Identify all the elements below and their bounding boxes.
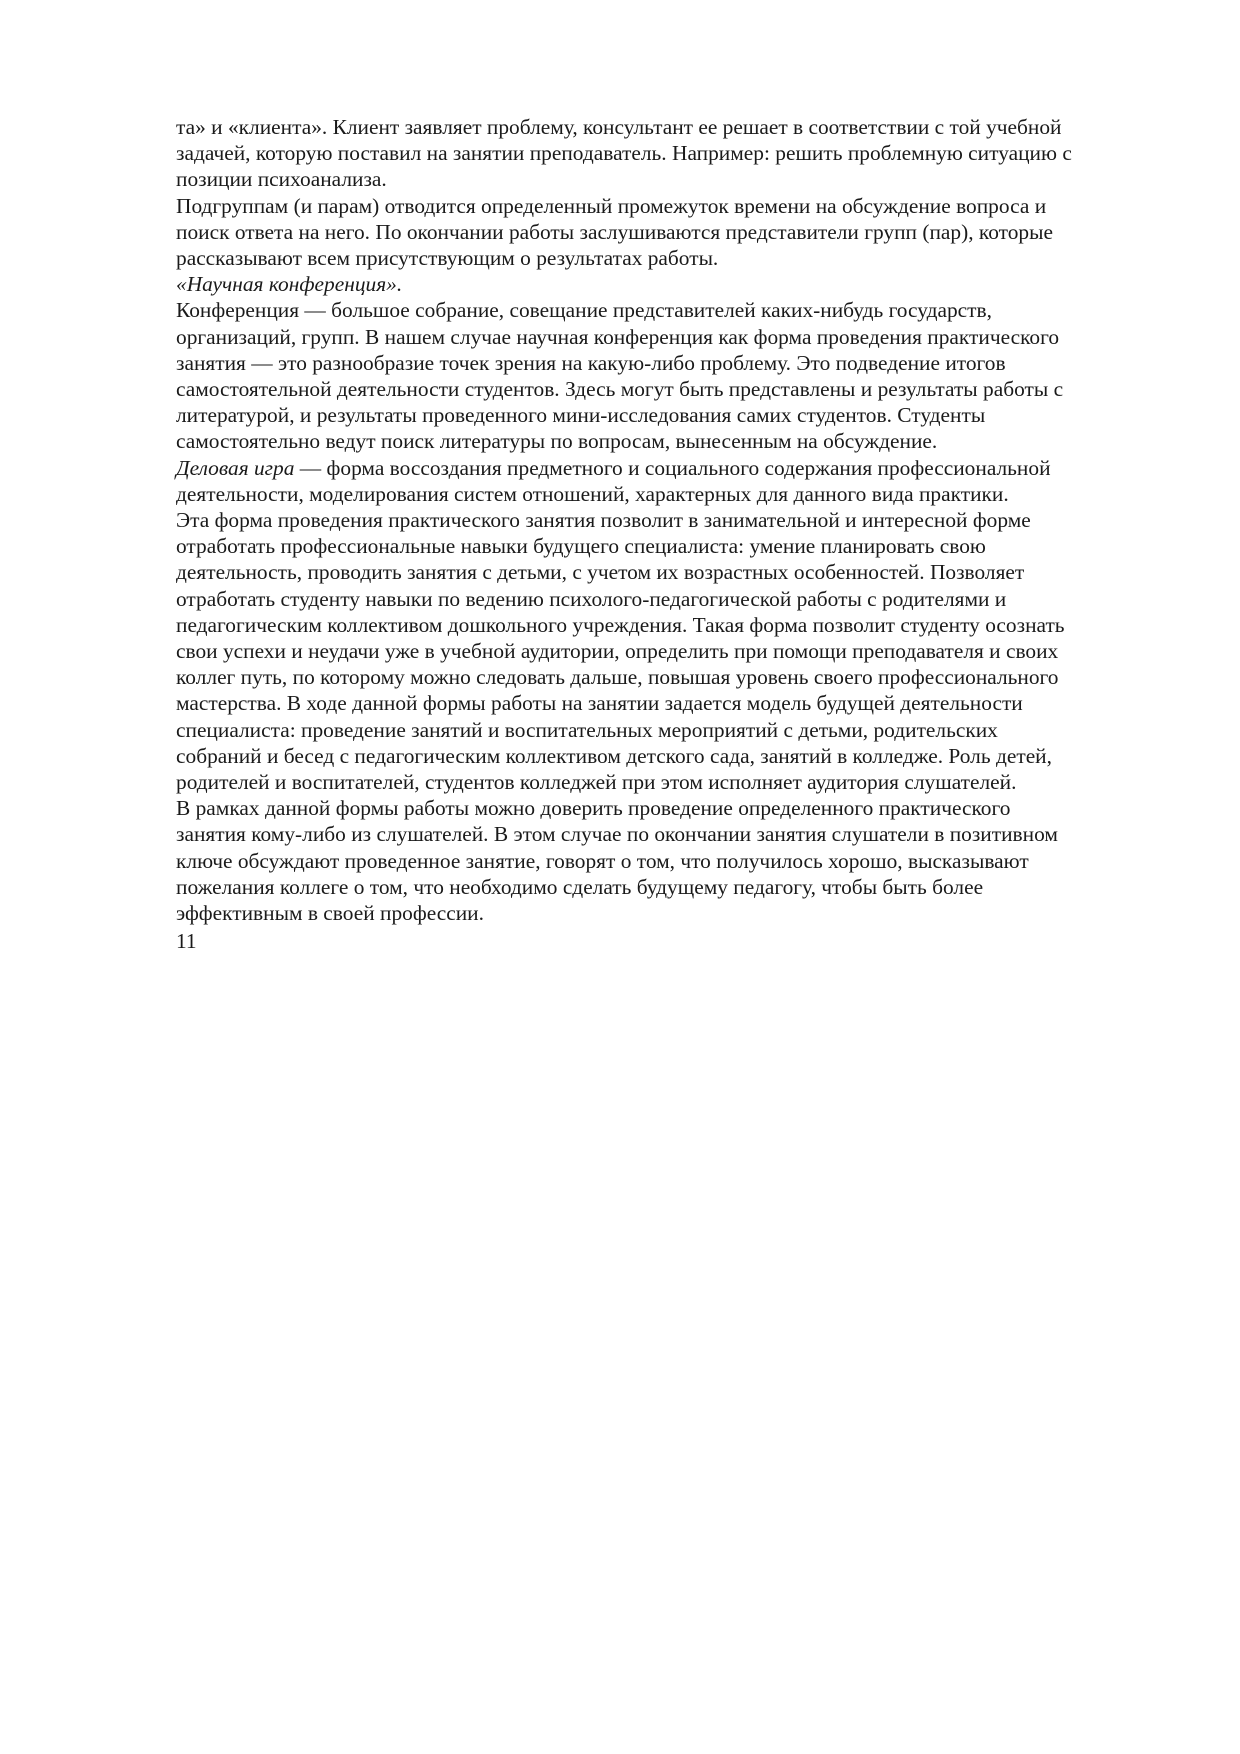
text-line: [176, 664, 1166, 690]
line-text: деятельности, моделирования систем отношений, характерных для данного вида практики.: [176, 481, 1009, 506]
text-line: [176, 769, 1166, 795]
line-text: организаций, групп. В нашем случае научная конференция как форма проведения практического: [176, 324, 1060, 349]
line-text: эффективным в своей профессии.: [176, 901, 484, 926]
text-line: [176, 507, 1166, 533]
text-line: [176, 717, 1166, 743]
text-line: [176, 586, 1166, 612]
text-line: [176, 245, 1166, 271]
italic-term: Деловая игра: [176, 455, 295, 480]
line-text: коллег путь, по которому можно следовать дальше, повышая уровень своего профессионального: [176, 665, 1059, 690]
line-text: самостоятельно ведут поиск литературы по вопросам, вынесенным на обсуждение.: [176, 429, 938, 454]
text-line: [176, 533, 1166, 559]
text-line: [176, 638, 1166, 664]
line-text: Конференция — большое собрание, совещание представителей каких-нибудь государств,: [176, 298, 992, 323]
line-text: собраний и бесед с педагогическим коллективом детского сада, занятий в колледже. Роль детей,: [176, 743, 1052, 768]
italic-term: «Научная конференция».: [176, 272, 403, 297]
text-line: [176, 428, 1166, 454]
line-text: деятельность, проводить занятия с детьми, с учетом их возрастных особенностей. Позволяет: [176, 560, 1025, 585]
text-line: [176, 140, 1166, 166]
line-text: та» и «клиента». Клиент заявляет проблему, консультант ее решает в соответствии с той учебной: [176, 115, 1062, 139]
line-text: отработать студенту навыки по ведению психолого-педагогической работы с родителями и: [176, 586, 1007, 611]
text-line: [176, 219, 1166, 245]
text-line: [176, 874, 1166, 900]
text-line: [176, 481, 1166, 507]
line-text: педагогическим коллективом дошкольного учреждения. Такая форма позволит студенту осознать: [176, 612, 1065, 637]
line-text: специалиста: проведение занятий и воспитательных мероприятий с детьми, родительских: [176, 717, 998, 742]
text-line: [176, 455, 1166, 481]
text-line: [176, 324, 1166, 350]
text-line: [176, 559, 1166, 585]
line-text: родителей и воспитателей, студентов колледжей при этом исполняет аудитория слушателей.: [176, 770, 1017, 795]
line-text: отработать профессиональные навыки будущего специалиста: умение планировать свою: [176, 534, 986, 559]
text-line: [176, 402, 1166, 428]
text-line: [176, 297, 1166, 323]
text-line: [176, 376, 1166, 402]
line-text: поиск ответа на него. По окончании работы заслушиваются представители групп (пар), которые: [176, 219, 1053, 244]
line-text: В рамках данной формы работы можно доверить проведение определенного практического: [176, 796, 1011, 821]
text-line: [176, 900, 1166, 926]
text-line: [176, 848, 1166, 874]
line-text: пожелания коллеге о том, что необходимо сделать будущему педагогу, чтобы быть более: [176, 874, 984, 899]
document-body: [176, 114, 1166, 926]
text-line: [176, 821, 1166, 847]
line-text: рассказывают всем присутствующим о результатах работы.: [176, 246, 719, 271]
text-line: [176, 743, 1166, 769]
text-line: [176, 193, 1166, 219]
document-page: [176, 114, 1166, 955]
line-text: — форма воссоздания предметного и социального содержания профессиональной: [294, 455, 1051, 480]
line-text: задачей, которую поставил на занятии преподаватель. Например: решить проблемную ситуацию с: [176, 141, 1072, 166]
text-line: [176, 271, 1166, 297]
line-text: ключе обсуждают проведенное занятие, говорят о том, что получилось хорошо, высказывают: [176, 848, 1029, 873]
line-text: занятия кому-либо из слушателей. В этом случае по окончании занятия слушатели в позитивном: [176, 822, 1058, 847]
line-text: свои успехи и неудачи уже в учебной аудитории, определить при помощи преподавателя и своих: [176, 639, 1059, 664]
line-text: литературой, и результаты проведенного мини-исследования самих студентов. Студенты: [176, 403, 986, 428]
line-text: мастерства. В ходе данной формы работы на занятии задается модель будущей деятельности: [176, 691, 1023, 716]
text-line: [176, 350, 1166, 376]
text-line: [176, 166, 1166, 192]
page-number: 11: [176, 929, 197, 954]
line-text: Подгруппам (и парам) отводится определенный промежуток времени на обсуждение вопроса и: [176, 193, 1047, 218]
text-line: [176, 795, 1166, 821]
text-line: [176, 114, 1166, 140]
line-text: занятия — это разнообразие точек зрения на какую-либо проблему. Это подведение итогов: [176, 350, 1006, 375]
text-line: [176, 690, 1166, 716]
text-line: [176, 612, 1166, 638]
line-text: Эта форма проведения практического занятия позволит в занимательной и интересной форме: [176, 508, 1031, 533]
line-text: позиции психоанализа.: [176, 167, 387, 192]
line-text: самостоятельной деятельности студентов. Здесь могут быть представлены и результаты работы с: [176, 377, 1064, 402]
